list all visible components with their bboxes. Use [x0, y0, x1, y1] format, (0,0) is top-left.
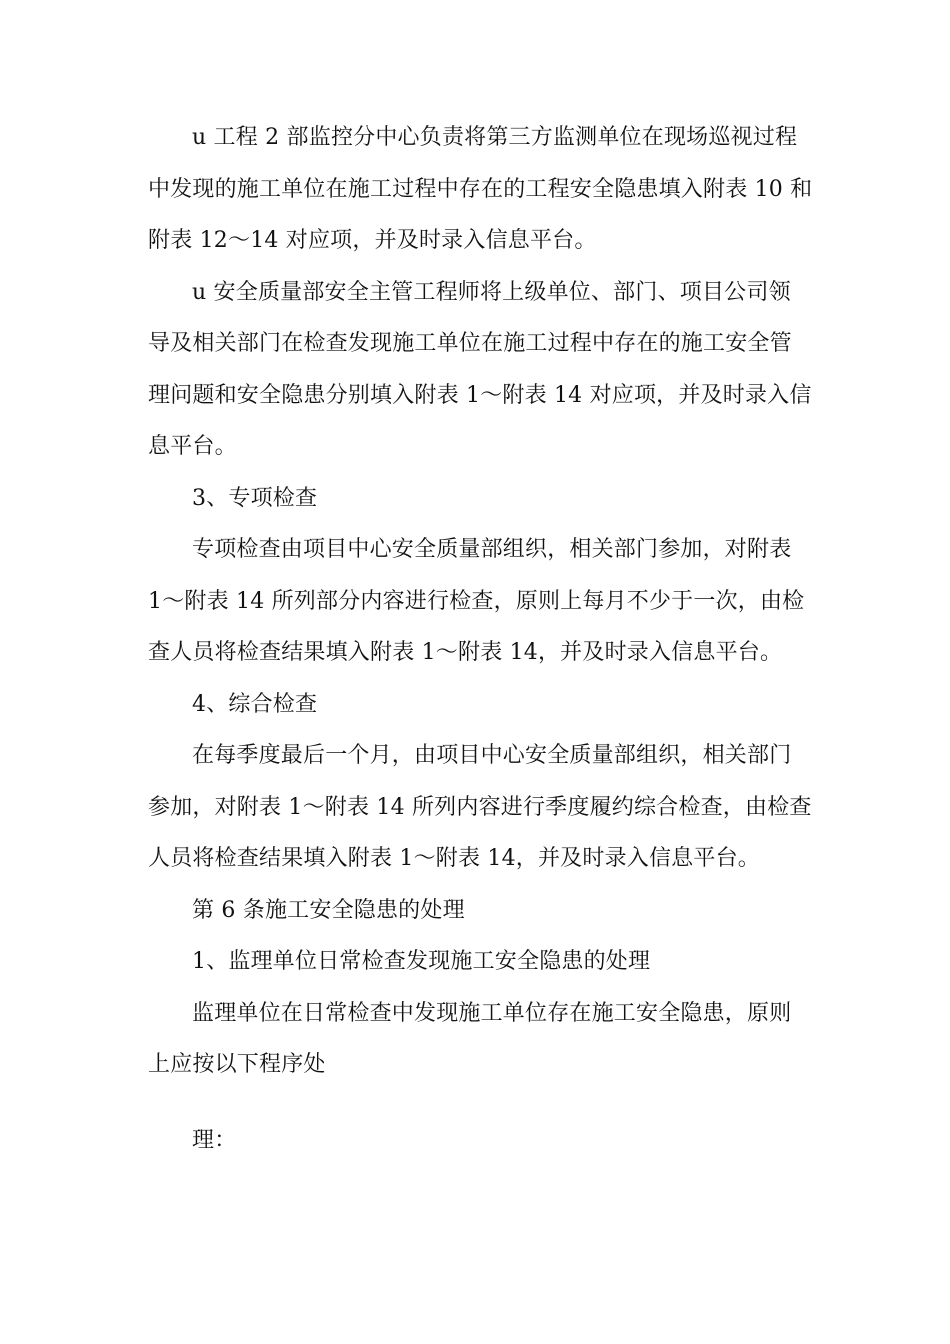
- paragraph-line: u 安全质量部安全主管工程师将上级单位、部门、项目公司领: [192, 279, 791, 305]
- paragraph-line: 人员将检查结果填入附表 1～附表 14，并及时录入信息平台。: [148, 846, 760, 871]
- paragraph-line: 参加，对附表 1～附表 14 所列内容进行季度履约综合检查，由检查: [148, 794, 812, 820]
- paragraph-line: 专项检查由项目中心安全质量部组织，相关部门参加，对附表: [192, 537, 792, 562]
- paragraph-line: 中发现的施工单位在施工过程中存在的工程安全隐患填入附表 10 和: [148, 176, 813, 202]
- document-body: [148, 112, 813, 1166]
- section-heading: 4、综合检查: [192, 691, 318, 717]
- paragraph-line: u 工程 2 部监控分中心负责将第三方监测单位在现场巡视过程: [192, 125, 798, 150]
- paragraph-line: 理：: [192, 1127, 237, 1153]
- paragraph-line: 查人员将检查结果填入附表 1～附表 14，并及时录入信息平台。: [148, 640, 783, 665]
- paragraph-line: 导及相关部门在检查发现施工单位在施工过程中存在的施工安全管: [148, 331, 792, 356]
- section-heading: 1、监理单位日常检查发现施工安全隐患的处理: [192, 949, 651, 974]
- paragraph-line: 上应按以下程序处: [148, 1052, 326, 1077]
- paragraph-line: 理问题和安全隐患分别填入附表 1～附表 14 对应项，并及时录入信: [148, 382, 812, 408]
- article-heading: 第 6 条施工安全隐患的处理: [192, 897, 465, 923]
- paragraph-line: 息平台。: [148, 434, 237, 459]
- paragraph-line: 在每季度最后一个月，由项目中心安全质量部组织，相关部门: [192, 743, 792, 768]
- paragraph-line: 附表 12～14 对应项，并及时录入信息平台。: [148, 228, 597, 253]
- paragraph-line: 监理单位在日常检查中发现施工单位存在施工安全隐患，原则: [192, 1000, 792, 1026]
- paragraph-line: 1～附表 14 所列部分内容进行检查，原则上每月不少于一次，由检: [148, 588, 805, 614]
- section-heading: 3、专项检查: [192, 485, 318, 511]
